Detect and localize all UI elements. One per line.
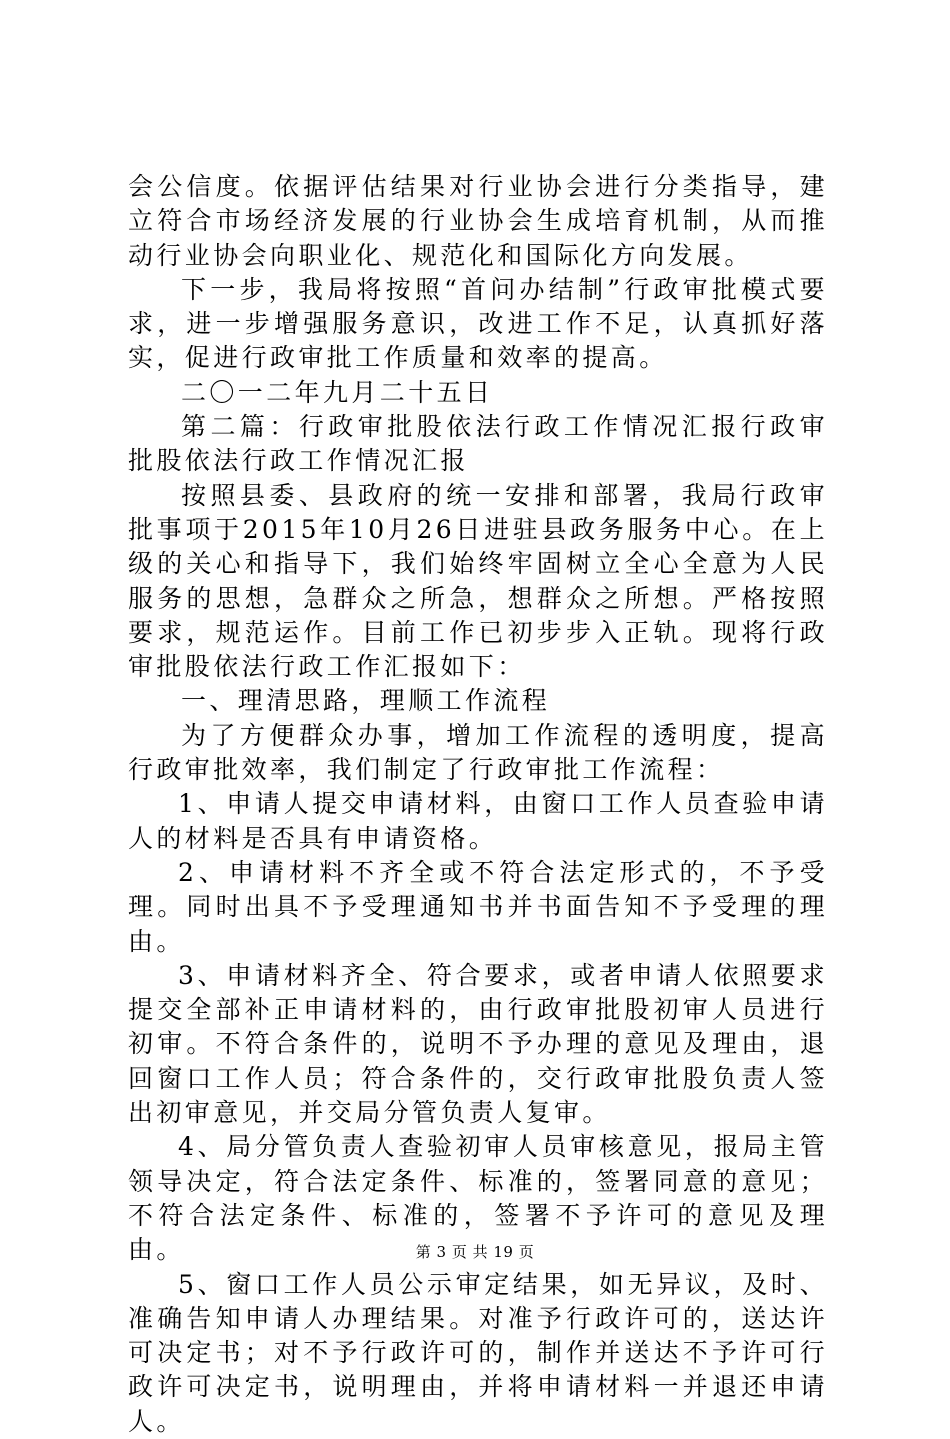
paragraph-date: 二〇一二年九月二十五日: [181, 377, 494, 407]
paragraph-intro: 按照县委、县政府的统一安排和部署，我局行政审批事项于2015年10月26日进驻县政务服务中心。在上级的关心和指导下，我们始终牢固树立全心全意为人民服务的思想，急群众之所急，想群众之所想。严格按照要求，规范运作。目前工作已初步步入正轨。现将行政审批股依法行政工作汇报如下：: [128, 480, 828, 682]
page-number-footer: 第 3 页 共 19 页: [415, 1243, 535, 1261]
workflow-step-5: 5、窗口工作人员公示审定结果，如无异议，及时、准确告知申请人办理结果。对准予行政许可的，送达许可决定书；对不予行政许可的，制作并送达不予许可行政许可决定书，说明理由，并将申请材料一并退还申请人。: [128, 1269, 828, 1436]
workflow-step-3: 3、申请材料齐全、符合要求，或者申请人依照要求提交全部补正申请材料的，由行政审批股初审人员进行初审。不符合条件的，说明不予办理的意见及理由，退回窗口工作人员；符合条件的，交行政审批股负责人签出初审意见，并交局分管负责人复审。: [128, 960, 828, 1128]
paragraph-continuation: 会公信度。依据评估结果对行业协会进行分类指导，建立符合市场经济发展的行业协会生成培育机制，从而推动行业协会向职业化、规范化和国际化方向发展。: [128, 172, 828, 270]
section-heading-one: 一、理清思路，理顺工作流程: [181, 686, 551, 716]
workflow-step-4: 4、局分管负责人查验初审人员审核意见，报局主管领导决定，符合法定条件、标准的，签署同意的意见；不符合法定条件、标准的，签署不予许可的意见及理由。: [128, 1132, 828, 1265]
paragraph-workflow-intro: 为了方便群众办事，增加工作流程的透明度，提高行政审批效率，我们制定了行政审批工作流程：: [128, 720, 828, 785]
workflow-step-2: 2、申请材料不齐全或不符合法定形式的，不予受理。同时出具不予受理通知书并书面告知不予受理的理由。: [128, 857, 828, 956]
section-heading-part-two: 第二篇：行政审批股依法行政工作情况汇报行政审批股依法行政工作情况汇报: [128, 412, 828, 476]
workflow-step-1: 1、申请人提交申请材料，由窗口工作人员查验申请人的材料是否具有申请资格。: [128, 789, 828, 853]
paragraph-next-step: 下一步，我局将按照“首问办结制”行政审批模式要求，进一步增强服务意识，改进工作不足，认真抓好落实，促进行政审批工作质量和效率的提高。: [128, 274, 828, 373]
